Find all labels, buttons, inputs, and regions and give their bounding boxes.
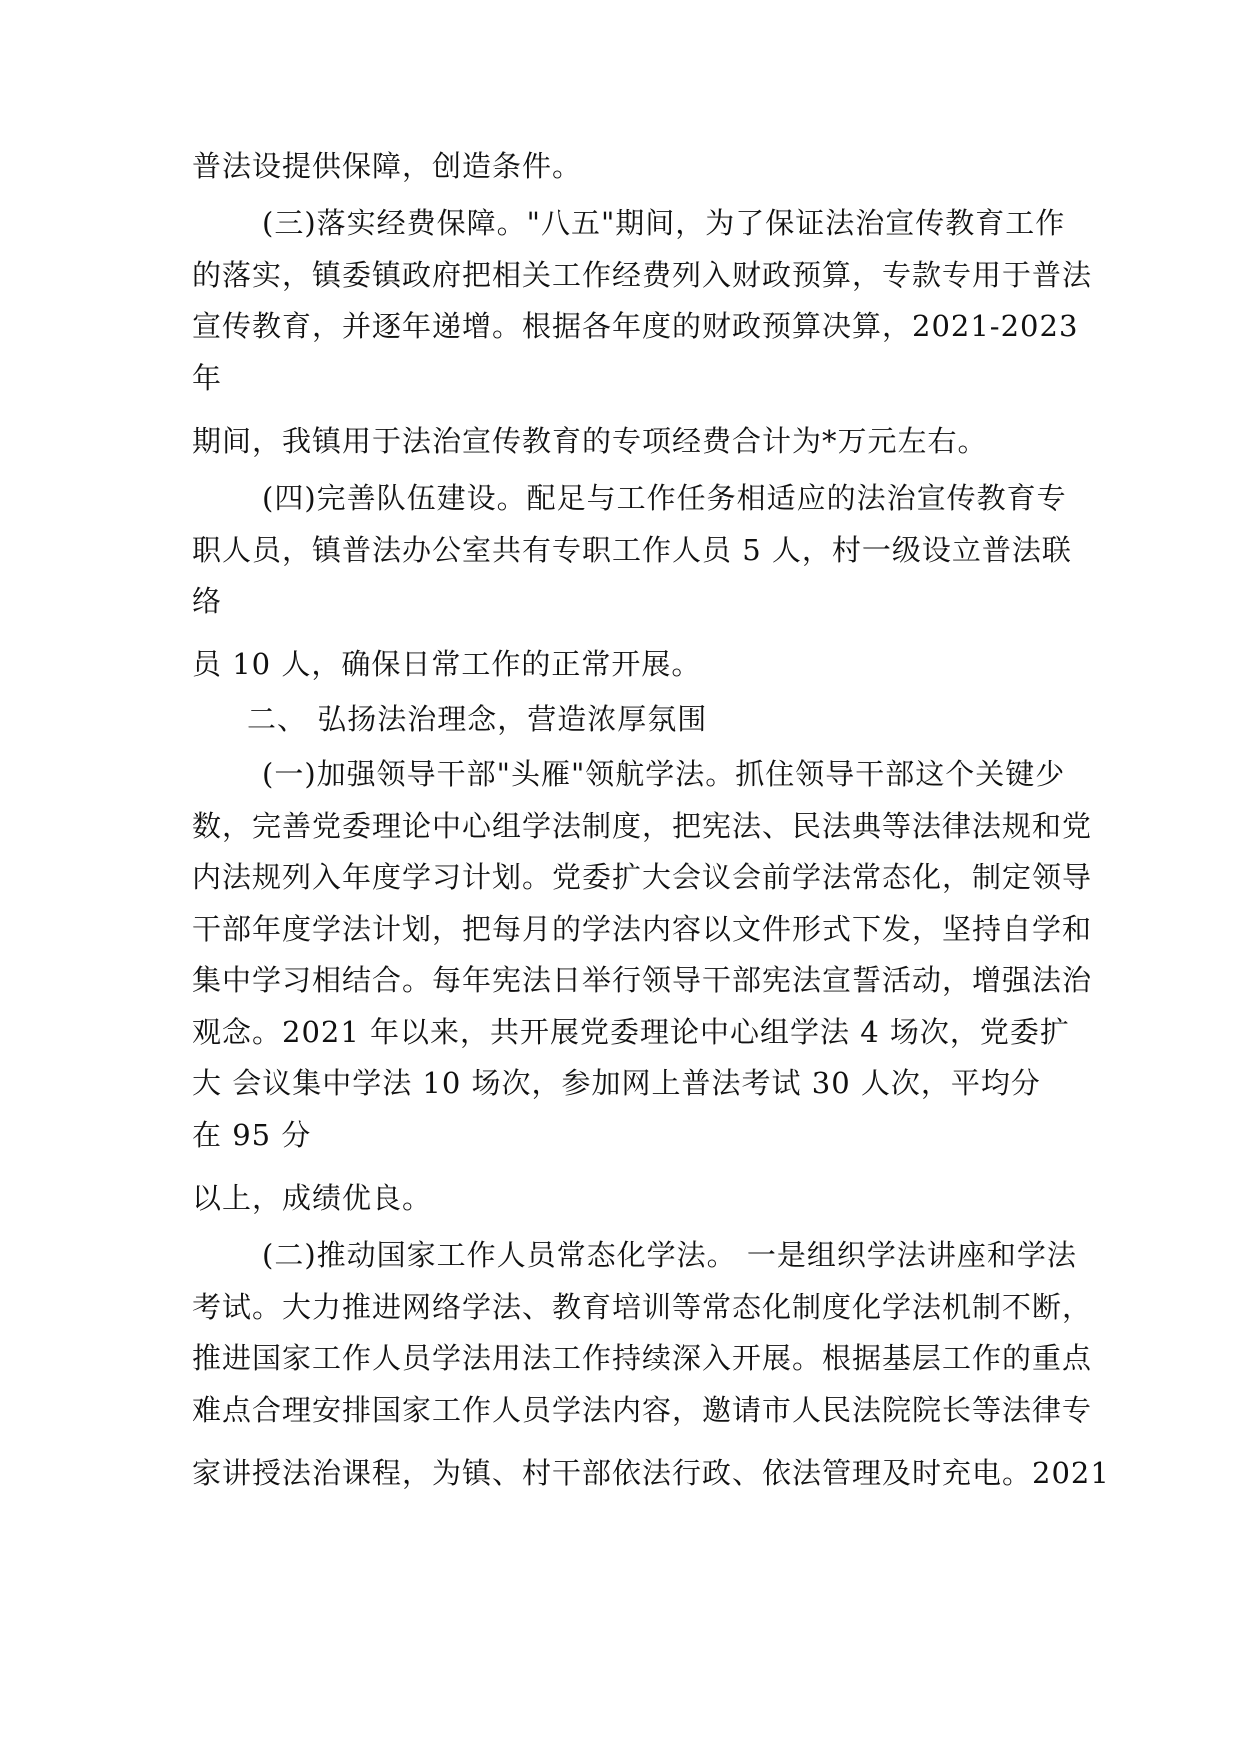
- paragraph-line: 数，完善党委理论中心组学法制度，把宪法、民法典等法律法规和党: [192, 809, 1093, 843]
- section-heading-line: (二)推动国家工作人员常态化学法。 一是组织学法讲座和学法: [262, 1238, 1077, 1272]
- section-heading-line: (三)落实经费保障。"八五"期间，为了保证法治宣传教育工作: [262, 206, 1066, 240]
- paragraph-line: 内法规列入年度学习计划。党委扩大会议会前学法常态化，制定领导: [192, 860, 1093, 894]
- paragraph-line: 的落实，镇委镇政府把相关工作经费列入财政预算，专款专用于普法: [192, 258, 1093, 292]
- paragraph-line: 观念。2021 年以来，共开展党委理论中心组学法 4 场次，党委扩: [192, 1015, 1070, 1049]
- paragraph-line: 以上，成绩优良。: [192, 1181, 433, 1215]
- paragraph-line: 期间，我镇用于法治宣传教育的专项经费合计为*万元左右。: [192, 424, 988, 458]
- paragraph-line: 年: [192, 361, 223, 395]
- paragraph-line: 员 10 人，确保日常工作的正常开展。: [192, 647, 702, 681]
- paragraph-line: 家讲授法治课程，为镇、村干部依法行政、依法管理及时充电。2021: [192, 1456, 1110, 1490]
- paragraph-line: 干部年度学法计划，把每月的学法内容以文件形式下发，坚持自学和: [192, 912, 1093, 946]
- paragraph-line: 普法设提供保障，创造条件。: [192, 149, 583, 183]
- section-heading-line: (一)加强领导干部"头雁"领航学法。抓住领导干部这个关键少: [262, 757, 1066, 791]
- chapter-heading: 二、 弘扬法治理念，营造浓厚氛围: [247, 702, 708, 736]
- paragraph-line: 推进国家工作人员学法用法工作持续深入开展。根据基层工作的重点: [192, 1341, 1093, 1375]
- paragraph-line: 集中学习相结合。每年宪法日举行领导干部宪法宣誓活动，增强法治: [192, 963, 1093, 997]
- paragraph-line: 职人员，镇普法办公室共有专职工作人员 5 人，村一级设立普法联: [192, 533, 1072, 567]
- paragraph-line: 在 95 分: [192, 1118, 312, 1152]
- paragraph-line: 难点合理安排国家工作人员学法内容，邀请市人民法院院长等法律专: [192, 1393, 1093, 1427]
- paragraph-line: 络: [192, 584, 223, 618]
- paragraph-line: 宣传教育，并逐年递增。根据各年度的财政预算决算，2021-2023: [192, 309, 1079, 343]
- paragraph-line: 大 会议集中学法 10 场次，参加网上普法考试 30 人次，平均分: [192, 1066, 1041, 1100]
- paragraph-line: 考试。大力推进网络学法、教育培训等常态化制度化学法机制不断，: [192, 1290, 1093, 1324]
- section-heading-line: (四)完善队伍建设。配足与工作任务相适应的法治宣传教育专: [262, 481, 1067, 515]
